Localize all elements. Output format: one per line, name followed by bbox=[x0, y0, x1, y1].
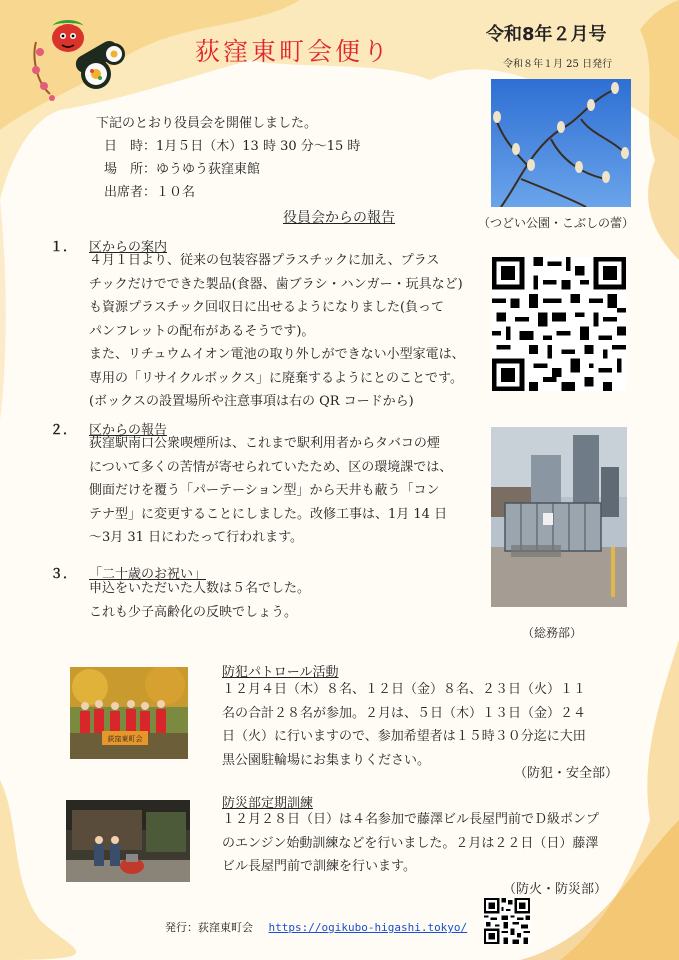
disaster-line: １２月２８日（日）は４名参加で藤澤ビル長屋門前でＤ級ポンプ bbox=[222, 812, 600, 827]
publish-date: 令和８年１月 25 日発行 bbox=[503, 59, 613, 70]
item-3-line: これも少子高齢化の反映でしょう。 bbox=[89, 604, 298, 620]
meeting-intro bbox=[96, 112, 360, 204]
issue-label: 令和8年２月号 bbox=[486, 24, 607, 45]
disaster-heading: 防災部定期訓練 bbox=[222, 796, 314, 811]
item-2-number: ２． bbox=[50, 423, 77, 438]
website-link[interactable]: https://ogikubo-higashi.tokyo/ bbox=[268, 921, 468, 934]
item-1-line: パンフレットの配布があるそうです)。 bbox=[89, 323, 315, 339]
item-2-line: テナ型」に変更することにしました。改修工事は、1月 14 日 bbox=[89, 506, 448, 522]
meeting-place: 場 所：ゆうゆう荻窪東館 bbox=[104, 162, 261, 177]
item-2-line: 荻窪駅南口公衆喫煙所は、これまで駅利用者からタバコの煙 bbox=[89, 436, 440, 451]
footer-publisher: 発行：荻窪東町会 bbox=[165, 921, 253, 934]
website-qr-code[interactable] bbox=[484, 898, 530, 944]
item-3-heading: 「二十歳のお祝い」 bbox=[89, 567, 207, 582]
report-title: 役員会からの報告 bbox=[283, 210, 395, 226]
item-2-line: 側面だけを覆う「パーテーション型」から天井も蔽う「コン bbox=[89, 483, 440, 498]
item-1-line: (ボックスの設置場所や注意事項は右の QR コードから) bbox=[89, 394, 414, 409]
item-1-body bbox=[89, 249, 465, 414]
item-2-line: ～3月 31 日にわたって行われます。 bbox=[89, 530, 304, 545]
item-3-line: 申込をいただいた人数は５名でした。 bbox=[89, 581, 311, 596]
patrol-body bbox=[222, 678, 586, 772]
disaster-body bbox=[222, 808, 599, 879]
patrol-line: 日（火）に行いますので、参加希望者は１５時３０分迄に大田 bbox=[222, 729, 586, 744]
station-caption: （総務部） bbox=[522, 626, 583, 640]
recycle-qr-code[interactable] bbox=[492, 257, 626, 391]
disaster-line: のエンジン始動訓練などを行いました。２月は２２日（日）藤澤 bbox=[222, 835, 599, 851]
intro-lead: 下記のとおり役員会を開催しました。 bbox=[96, 116, 318, 131]
patrol-dept: （防犯・安全部） bbox=[514, 766, 619, 781]
item-2-body bbox=[89, 432, 452, 550]
newsletter-title: 荻窪東町会便り bbox=[195, 37, 392, 66]
item-1-line: チックだけでできた製品(食器、歯ブラシ・ハンガー・玩具など) bbox=[89, 276, 463, 292]
patrol-line: 黒公園駐輪場にお集まりください。 bbox=[222, 752, 431, 768]
item-2-heading: 区からの報告 bbox=[89, 423, 168, 438]
item-1-line: も資源プラスチック回収日に出せるようになりました(負って bbox=[89, 300, 445, 315]
item-3-number: ３． bbox=[50, 567, 77, 582]
meeting-attendees: 出席者：１０名 bbox=[104, 185, 196, 200]
magnolia-caption: （つどい公園・こぶしの蕾） bbox=[478, 216, 635, 230]
footer bbox=[165, 919, 467, 935]
patrol-line: 名の合計２８名が参加。２月は、５日（木）１３日（金）２４ bbox=[222, 705, 587, 721]
item-3-body bbox=[89, 577, 310, 624]
item-1-heading: 区からの案内 bbox=[89, 240, 168, 255]
disaster-dept: （防火・防災部） bbox=[503, 882, 608, 897]
patrol-banner-text: 荻窪東町会 bbox=[107, 735, 143, 743]
patrol-line: １２月４日（木）８名、１２日（金）８名、２３日（火）１１ bbox=[222, 682, 587, 697]
meeting-date: 日 時：1月５日（木）13 時 30 分～15 時 bbox=[104, 139, 361, 154]
item-1-line: また、リチュウムイオン電池の取り外しができない小型家電は、 bbox=[89, 347, 465, 362]
setsubun-illustration bbox=[30, 12, 130, 102]
patrol-heading: 防犯パトロール活動 bbox=[222, 665, 339, 680]
item-2-line: について多くの苦情が寄せられていたため、区の環境課では、 bbox=[89, 459, 453, 475]
magnolia-photo bbox=[491, 79, 631, 207]
item-1-number: １． bbox=[50, 240, 77, 255]
smoking-area-photo bbox=[491, 427, 627, 607]
disaster-drill-photo bbox=[66, 800, 190, 882]
patrol-group-photo bbox=[70, 667, 188, 759]
item-1-line: 専用の「リサイクルボックス」に廃棄するようにとのことです。 bbox=[89, 370, 464, 386]
disaster-line: ビル長屋門前で訓練を行います。 bbox=[222, 859, 416, 874]
item-1-line: ４月１日より、従来の包装容器プラスチックに加え、プラス bbox=[89, 253, 440, 268]
